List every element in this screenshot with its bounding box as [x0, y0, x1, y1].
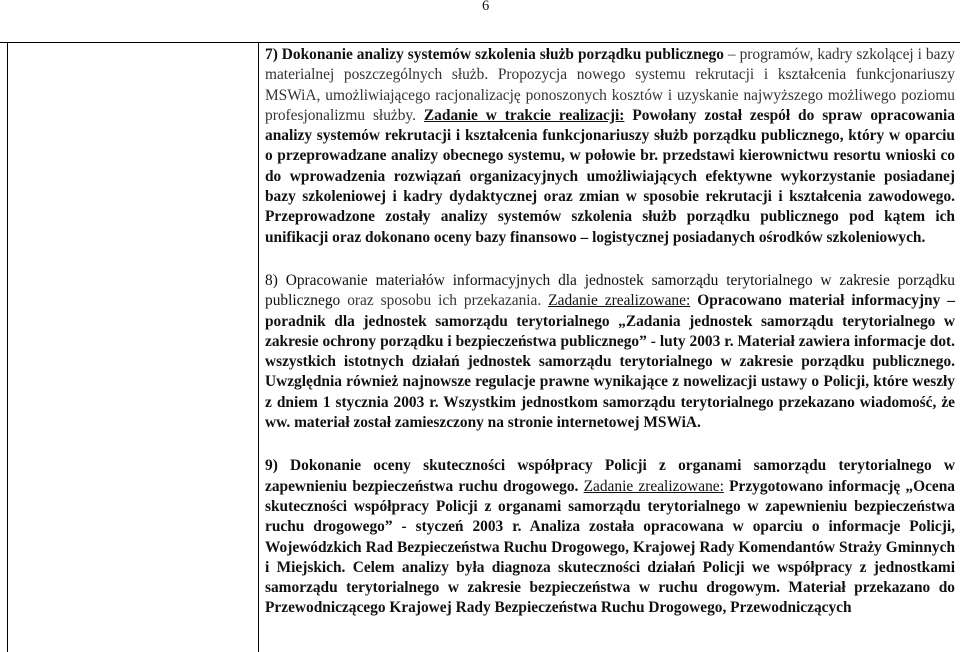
section-8-status-text: Opracowano materiał informacyjny – poradnik dla jednostek samorządu terytorialnego „Zadania jednostek samorządu terytorialnego w zakresie ochrony porządku i bezpieczeństwa publicznego” - luty 2003 r. Materiał zawiera informacje dot. wszystkich istotnych działań jednostek samorządu terytorialnego w zakresie porządku publicznego. Uwzględnia również najnowsze regulacje prawne wynikające z nowelizacji ustawy o Policji, które weszły z dniem 1 stycznia 2003 r. Wszystkim jednostkom samorządu terytorialnego przekazano wiadomość, że ww. materiał został zamieszczony na stronie internetowej MSWiA. [265, 292, 955, 432]
section-8 [265, 271, 955, 433]
section-7 [265, 45, 955, 248]
table-left-border [7, 42, 8, 652]
section-9-status-label: Zadanie zrealizowane: [583, 477, 724, 495]
table-top-border [0, 42, 960, 43]
section-9-title: 9) Dokonanie oceny skuteczności współpracy Policji z organami samorządu terytorialnego w zapewnieniu bezpieczeństwa ruchu drogowego. [265, 457, 955, 495]
section-8-title: 8) Opracowanie materiałów informacyjnych dla jednostek samorządu terytorialnego w zakresie porządku publicznego [265, 271, 955, 310]
table-content-cell [265, 45, 955, 619]
section-9 [265, 456, 955, 618]
section-9-status-text: Przygotowano informację „Ocena skuteczności współpracy Policji z organami samorządu terytorialnego w zapewnieniu bezpieczeństwa ruchu drogowego” - styczeń 2003 r. Analiza została opracowana w oparciu o informacje Policji, Wojewódzkich Rad Bezpieczeństwa Ruchu Drogowego, Krajowej Rady Komendantów Straży Gminnych i Miejskich. Celem analizy była diagnoza skuteczności działań Policji we współpracy z jednostkami samorządu terytorialnego w zakresie bezpieczeństwa w ruchu drogowym. Materiał przekazano do Przewodniczącego Krajowej Rady Bezpieczeństwa Ruchu Drogowego, Przewodniczących [265, 477, 955, 617]
table-column-divider [258, 42, 259, 652]
section-7-status-label: Zadanie w trakcie realizacji: [423, 106, 625, 124]
section-7-description: – programów, kadry szkolącej i bazy materialnej poszczególnych służb. Propozycja nowego systemu rekrutacji i kształcenia funkcjonariuszy MSWiA, umożliwiającego racjonalizację ponoszonych kosztów i uzyskanie najwyższego możliwego poziomu profesjonalizmu służby. [265, 46, 955, 124]
section-7-title: 7) Dokonanie analizy systemów szkolenia służb porządku publicznego [265, 46, 724, 63]
section-8-status-label: Zadanie zrealizowane: [548, 292, 691, 310]
section-7-status-text: Powołany został zespół do spraw opracowania analizy systemów rekrutacji i kształcenia funkcjonariuszy służb porządku publicznego, który w oparciu o przeprowadzane analizy obecnego systemu, w połowie br. przedstawi kierownictwu resortu wnioski co do wprowadzenia rozwiązań organizacyjnych umożliwiających efektywne wykorzystanie posiadanej bazy szkoleniowej i kadry dydaktycznej oraz zmian w sposobie rekrutacji i kształcenia zawodowego. Przeprowadzone zostały analizy systemów szkolenia służb porządku publicznego pod kątem ich unifikacji oraz dokonano oceny bazy finansowo – logistycznej posiadanych ośrodków szkoleniowych. [265, 106, 956, 246]
page-number: 6 [482, 0, 490, 14]
section-8-description: oraz sposobu ich przekazania. [340, 292, 542, 310]
